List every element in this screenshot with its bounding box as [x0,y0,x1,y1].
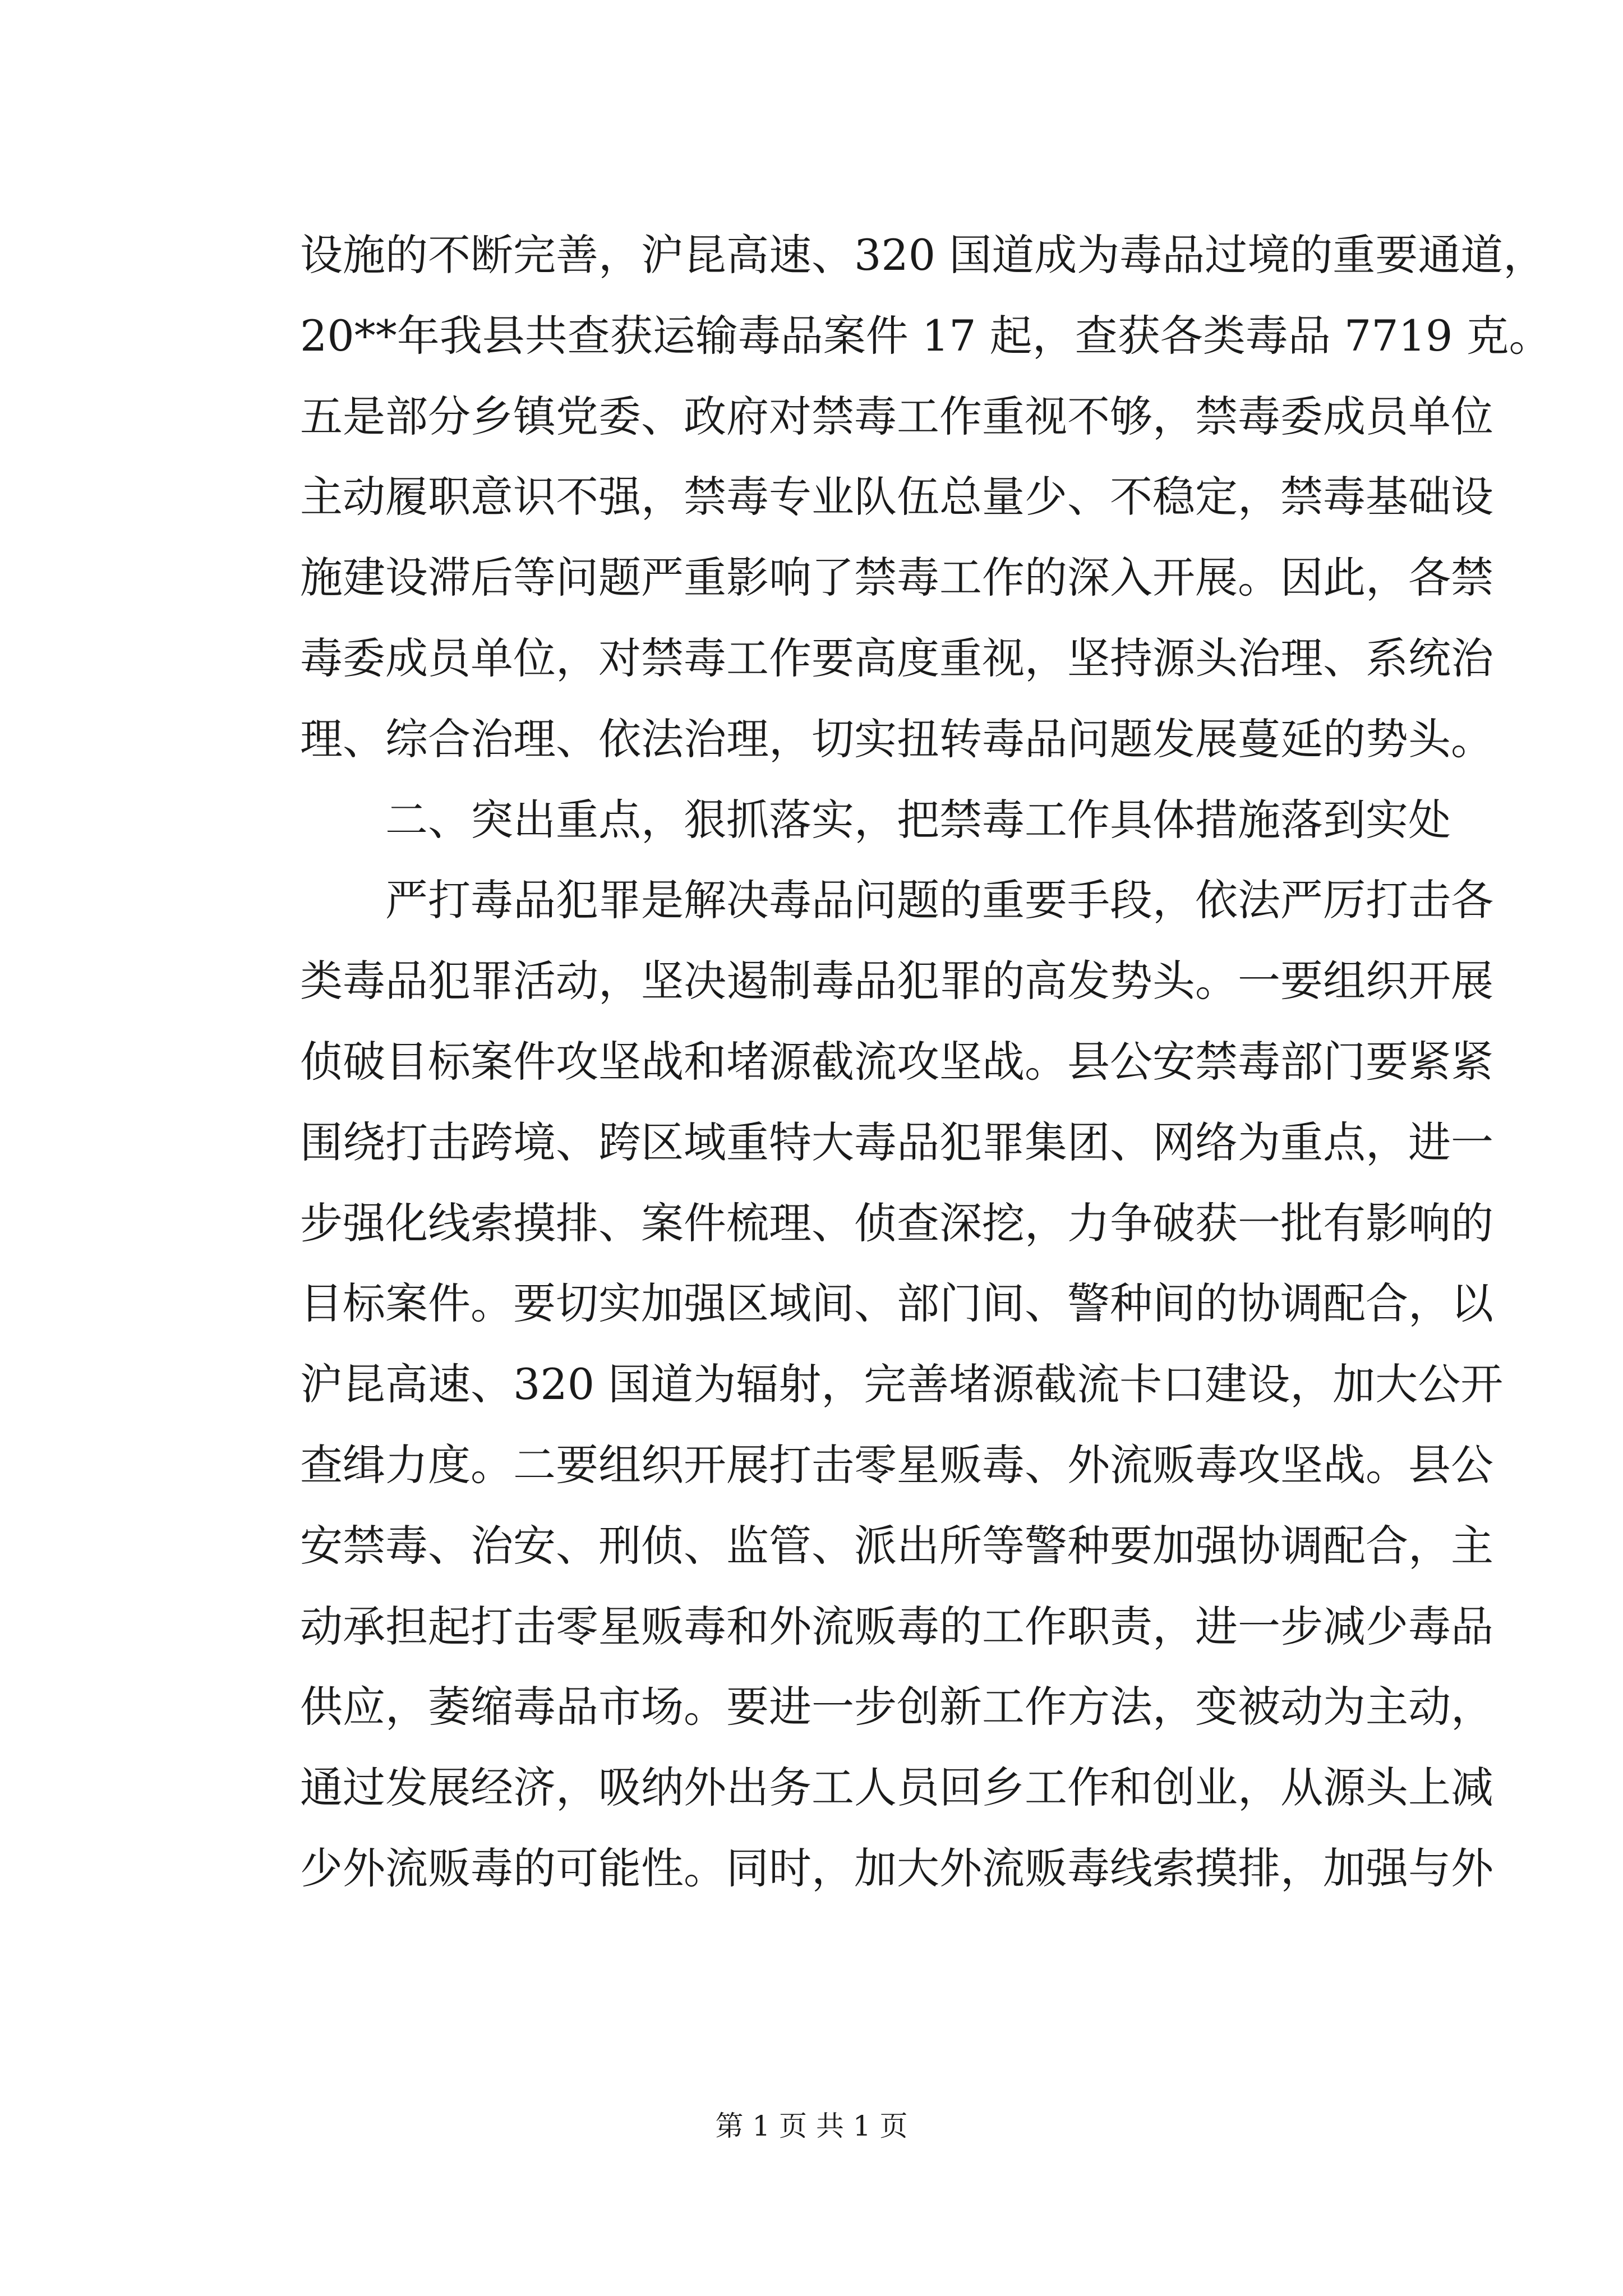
document-body [300,215,1552,1909]
body-line: 动承担起打击零星贩毒和外流贩毒的工作职责，进一步减少毒品 [300,1601,1493,1651]
body-line: 类毒品犯罪活动，坚决遏制毒品犯罪的高发势头。一要组织开展 [300,956,1493,1006]
body-line: 主动履职意识不强，禁毒专业队伍总量少、不稳定，禁毒基础设 [300,472,1493,522]
body-line: 沪昆高速、320 国道为辐射，完善堵源截流卡口建设，加大公开 [300,1359,1504,1410]
paragraph-first-line: 严打毒品犯罪是解决毒品问题的重要手段，依法严厉打击各 [385,875,1493,926]
body-line: 通过发展经济，吸纳外出务工人员回乡工作和创业，从源头上减 [300,1763,1493,1813]
body-line: 步强化线索摸排、案件梳理、侦查深挖，力争破获一批有影响的 [300,1198,1493,1248]
body-line: 理、综合治理、依法治理，切实扭转毒品问题发展蔓延的势头。 [300,714,1493,764]
body-line: 查缉力度。二要组织开展打击零星贩毒、外流贩毒攻坚战。县公 [300,1439,1493,1490]
body-line: 施建设滞后等问题严重影响了禁毒工作的深入开展。因此，各禁 [300,553,1493,603]
body-line: 侦破目标案件攻坚战和堵源截流攻坚战。县公安禁毒部门要紧紧 [300,1036,1493,1087]
body-line: 围绕打击跨境、跨区域重特大毒品犯罪集团、网络为重点，进一 [300,1117,1493,1167]
body-line: 供应，萎缩毒品市场。要进一步创新工作方法，变被动为主动， [300,1682,1493,1732]
body-line: 设施的不断完善，沪昆高速、320 国道成为毒品过境的重要通道， [300,230,1546,280]
body-line: 目标案件。要切实加强区域间、部门间、警种间的协调配合，以 [300,1278,1493,1329]
body-line: 五是部分乡镇党委、政府对禁毒工作重视不够，禁毒委成员单位 [300,391,1493,441]
section-heading: 二、突出重点，狠抓落实，把禁毒工作具体措施落到实处 [385,794,1451,845]
body-line: 20**年我县共查获运输毒品案件 17 起，查获各类毒品 7719 克。 [300,310,1552,361]
body-line: 安禁毒、治安、刑侦、监管、派出所等警种要加强协调配合，主 [300,1520,1493,1571]
body-line: 毒委成员单位，对禁毒工作要高度重视，坚持源头治理、系统治 [300,633,1493,683]
body-line: 少外流贩毒的可能性。同时，加大外流贩毒线索摸排，加强与外 [300,1843,1493,1893]
page-number-footer: 第 1 页 共 1 页 [715,2110,908,2142]
